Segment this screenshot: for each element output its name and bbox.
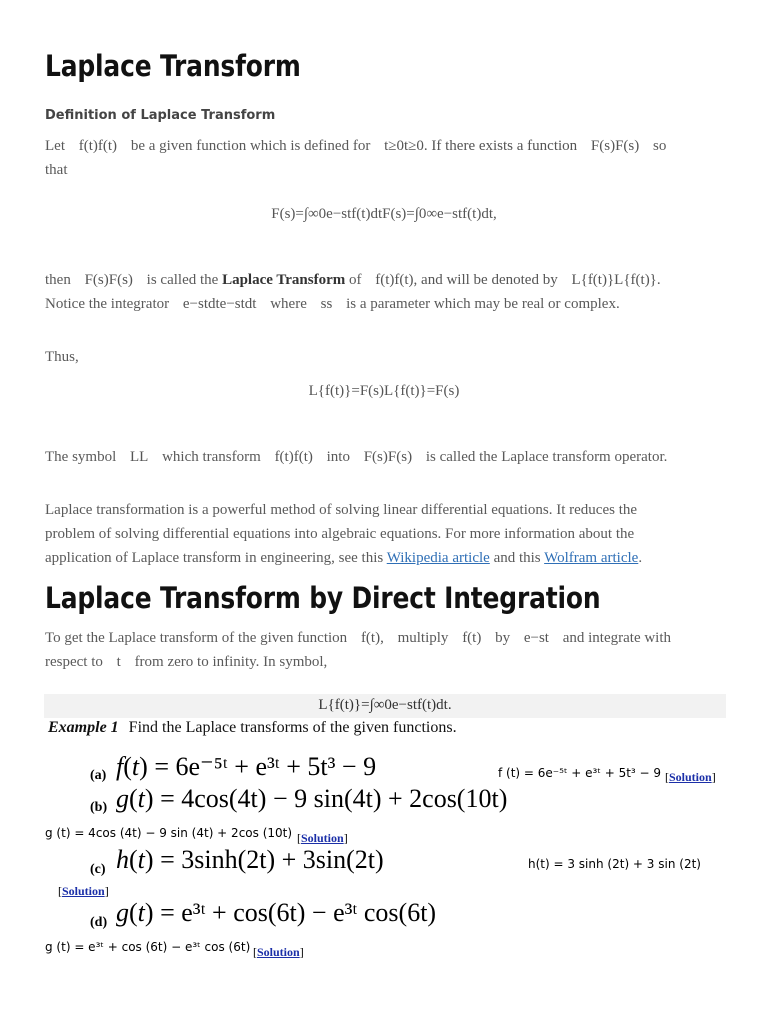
- item-b-solution: [Solution]: [297, 831, 348, 845]
- item-b-small-equation: g (t) = 4cos (4t) − 9 sin (4t) + 2cos (10t): [45, 826, 293, 840]
- example-text: Find the Laplace transforms of the given functions.: [128, 719, 457, 736]
- text: so: [653, 138, 667, 154]
- text: be a given function which is defined for: [130, 138, 371, 154]
- direct-integration-title: Laplace Transform by Direct Integration: [45, 581, 601, 615]
- text: multiply: [397, 630, 449, 646]
- text: Notice the integrator: [45, 296, 170, 312]
- math-f-of-t: f(t)f(t), and will be denoted by: [375, 272, 558, 288]
- item-d-small-equation: g (t) = e³ᵗ + cos (6t) − e³ᵗ cos (6t): [45, 940, 251, 954]
- math-F-of-s: F(s)F(s): [590, 138, 640, 154]
- example-1-statement: [48, 719, 457, 737]
- text: and integrate with: [562, 630, 672, 646]
- rhs: = 3sinh(2t) + 3sin(2t): [160, 845, 384, 874]
- paragraph2-line1: [45, 268, 661, 292]
- item-b-tag: (b): [90, 800, 108, 815]
- text: by: [495, 630, 511, 646]
- math-L-f-of-t: L{f(t)}L{f(t)}.: [571, 272, 661, 288]
- text: is called the: [146, 272, 219, 288]
- rhs: = 4cos(4t) − 9 sin(4t) + 2cos(10t): [160, 784, 508, 813]
- item-a-solution: [Solution]: [665, 770, 716, 784]
- solution-link-c[interactable]: Solution: [62, 884, 105, 898]
- thus-text: Thus,: [45, 349, 79, 365]
- text: which transform: [162, 449, 261, 465]
- definition-heading: Definition of Laplace Transform: [45, 108, 276, 123]
- solution-link-a[interactable]: Solution: [669, 770, 712, 784]
- item-d-equation: g(t) = e³ᵗ + cos(6t) − e³ᵗ cos(6t): [116, 898, 437, 927]
- text: To get the Laplace transform of the given function: [45, 630, 348, 646]
- lhs: g: [116, 784, 129, 813]
- rhs: = 6e⁻⁵ᵗ + e³ᵗ + 5t³ − 9: [154, 752, 377, 781]
- math-f-of-t: f(t)f(t): [78, 138, 118, 154]
- rhs: = e³ᵗ + cos(6t) − e³ᵗ cos(6t): [160, 898, 437, 927]
- math-t: t: [116, 654, 121, 670]
- paragraph3: [45, 445, 667, 469]
- laplace-notation-formula: L{f(t)}=F(s)L{f(t)}=F(s): [308, 383, 460, 399]
- text: respect to: [45, 654, 103, 670]
- text: .: [638, 550, 643, 566]
- math-s: ss: [320, 296, 333, 312]
- direct-integration-formula: L{f(t)}=∫∞0e−stf(t)dt.: [318, 697, 452, 713]
- direct-integration-line2: [45, 650, 327, 674]
- text: is a parameter which may be real or complex.: [346, 296, 620, 312]
- item-c-solution: [Solution]: [58, 884, 109, 898]
- text: where: [270, 296, 307, 312]
- paragraph4-line2: problem of solving differential equations into algebraic equations. For more information about the: [45, 526, 635, 542]
- wolfram-article-link[interactable]: Wolfram article: [544, 550, 639, 566]
- text: The symbol: [45, 449, 117, 465]
- math-integrator: e−stdte−stdt: [182, 296, 257, 312]
- text: then: [45, 272, 71, 288]
- page-title: Laplace Transform: [45, 49, 301, 83]
- paragraph4-line1: Laplace transformation is a powerful method of solving linear differential equations. It reduces the: [45, 502, 638, 518]
- math-F-of-s: F(s)F(s): [84, 272, 133, 288]
- item-d-solution: [Solution]: [253, 945, 304, 959]
- paragraph4-line3: [45, 546, 642, 570]
- item-c-tag: (c): [90, 862, 106, 877]
- text: Let: [45, 138, 65, 154]
- item-d-tag: (d): [90, 915, 108, 930]
- math-exp-st: e−st: [523, 630, 549, 646]
- item-b-equation: g(t) = 4cos(4t) − 9 sin(4t) + 2cos(10t): [116, 784, 508, 813]
- definition-paragraph-line2: that: [45, 162, 68, 178]
- solution-link-d[interactable]: Solution: [257, 945, 300, 959]
- math-f-of-t: f(t): [462, 630, 482, 646]
- item-c-equation: h(t) = 3sinh(2t) + 3sin(2t): [116, 845, 384, 874]
- text: and this: [493, 550, 541, 566]
- text: into: [326, 449, 350, 465]
- wikipedia-article-link[interactable]: Wikipedia article: [386, 550, 490, 566]
- direct-integration-line1: [45, 626, 671, 650]
- math-t-ge-0: t≥0t≥0. If there exists a function: [384, 138, 578, 154]
- laplace-transform-bold: Laplace Transform: [222, 272, 346, 288]
- laplace-definition-formula: F(s)=∫∞0e−stf(t)dtF(s)=∫0∞e−stf(t)dt,: [271, 206, 497, 222]
- paragraph2-line2: [45, 292, 620, 316]
- item-a-equation: f(t) = 6e⁻⁵ᵗ + e³ᵗ + 5t³ − 9: [116, 752, 377, 781]
- example-label: Example 1: [48, 719, 119, 736]
- item-c-small-equation: h(t) = 3 sinh (2t) + 3 sin (2t): [528, 857, 701, 871]
- text: is called the Laplace transform operator.: [425, 449, 668, 465]
- math-f-of-t: f(t)f(t): [274, 449, 313, 465]
- item-a-small-equation: f (t) = 6e⁻⁵ᵗ + e³ᵗ + 5t³ − 9: [498, 766, 662, 780]
- lhs: f: [116, 752, 124, 781]
- text: application of Laplace transform in engineering, see this: [45, 550, 384, 566]
- text: from zero to infinity. In symbol,: [134, 654, 328, 670]
- math-L: LL: [130, 449, 149, 465]
- item-a-tag: (a): [90, 768, 107, 783]
- math-F-of-s: F(s)F(s): [363, 449, 413, 465]
- lhs: g: [116, 898, 129, 927]
- math-f-of-t: f(t),: [360, 630, 384, 646]
- lhs: h: [116, 845, 129, 874]
- solution-link-b[interactable]: Solution: [301, 831, 344, 845]
- text: of: [349, 272, 362, 288]
- definition-paragraph-line1: [45, 134, 666, 158]
